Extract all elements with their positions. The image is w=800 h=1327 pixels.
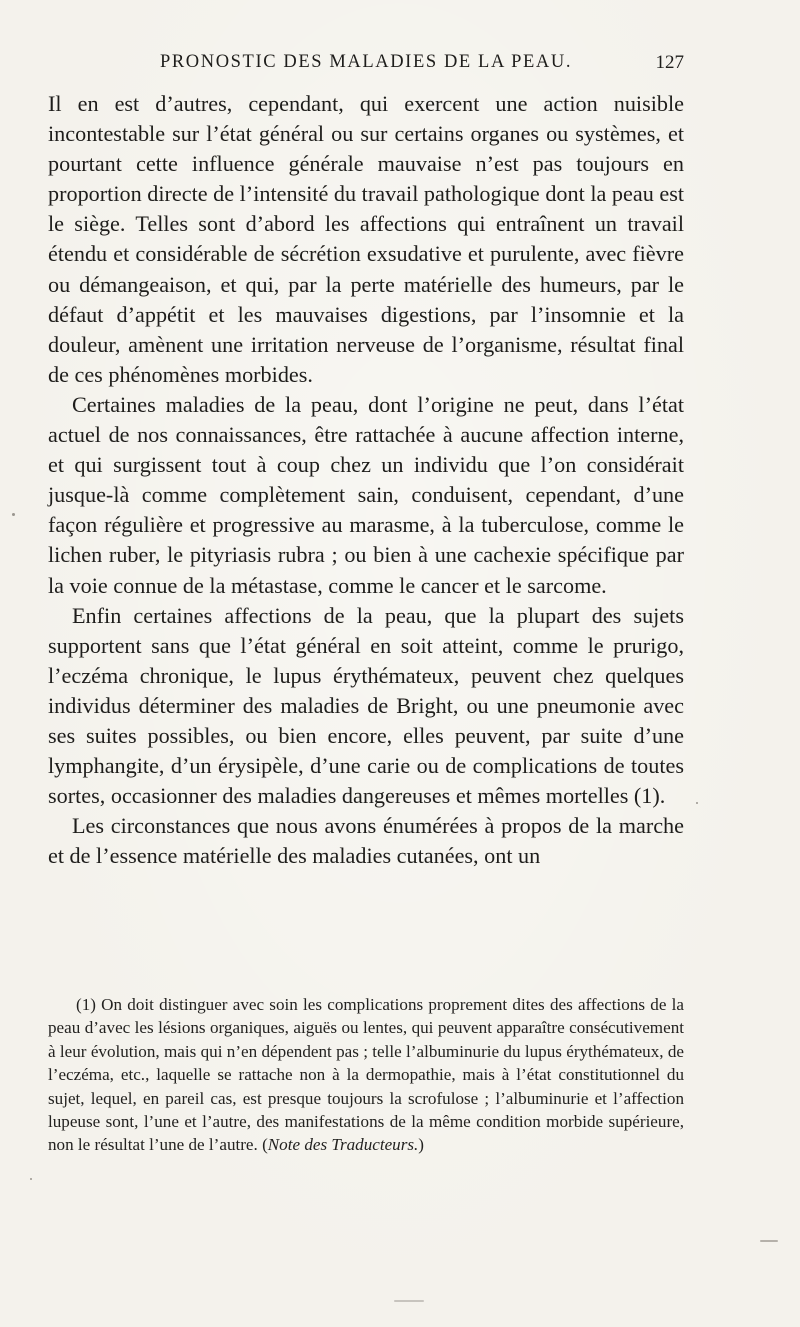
paragraph-4: Les circonstances que nous avons énumérées à propos de la marche et de l’essence matérielle des maladies cutanées, ont un: [48, 813, 684, 869]
paper-speck: [696, 802, 698, 804]
paper-speck: [760, 1240, 778, 1242]
footnote-closing: ): [418, 1135, 424, 1155]
running-title: PRONOSTIC DES MALADIES DE LA PEAU.: [159, 52, 573, 72]
paper-speck: [12, 513, 15, 516]
paragraph-2: Certaines maladies de la peau, dont l’origine ne peut, dans l’état actuel de nos connaissances, être rattachée à aucune affection interne, et qui surgissent tout à coup chez un individu que l’on considérait jusque-là comme complètement sain, conduisent, cependant, d’une façon régulière et progressive au marasme, à la tuberculose, comme le lichen ruber, le pityriasis rubra ; ou bien à une cachexie spécifique par la voie connue de la métastase, comme le cancer et le sarcome.: [48, 391, 684, 598]
footnote: [48, 993, 684, 1157]
body-text: [48, 89, 684, 871]
footnote-text: (1) On doit distinguer avec soin les complications proprement dites des affections de la peau d’avec les lésions organiques, aiguës ou lentes, qui peuvent apparaître consécutivement à leur évolution, mais qui n’en dépendent pas ; telle l’albuminurie du lupus érythémateux, de l’eczéma, etc., laquelle se rattache non à la dermopathie, mais à l’état constitutionnel du sujet, lequel, en pareil cas, est presque toujours la scrofulose ; l’albuminurie et l’affection lupeuse sont, l’une et l’autre, des manifestations de la même condition morbide supérieure, non le résultat l’une de l’autre. (: [48, 995, 684, 1155]
paragraph-1: Il en est d’autres, cependant, qui exercent une action nuisible incontestable sur l’état général ou sur certains organes ou systèmes, et pourtant cette influence générale mauvaise n’est pas toujours en proportion directe de l’intensité du travail pathologique dont la peau est le siège. Telles sont d’abord les affections qui entraînent un travail étendu et considérable de sécrétion exsudative et purulente, avec fièvre ou démangeaison, et qui, par la perte matérielle des humeurs, par le défaut d’appétit et les mauvaises digestions, par l’insomnie et la douleur, amènent une irritation nerveuse de l’organisme, résultat final de ces phénomènes morbides.: [48, 91, 684, 387]
paragraph-3: Enfin certaines affections de la peau, que la plupart des sujets supportent sans que l’état général en soit atteint, comme le prurigo, l’eczéma chronique, le lupus érythémateux, peuvent chez quelques individus déterminer des maladies de Bright, ou une pneumonie avec ses suites possibles, ou bien encore, elles peuvent, par suite d’une lymphangite, d’un érysipèle, d’une carie ou de complications de toutes sortes, occasionner des maladies dangereuses et mêmes mortelles (1).: [48, 602, 684, 809]
paper-speck: [30, 1178, 32, 1180]
paper-speck: [394, 1300, 424, 1302]
page-number: 127: [655, 52, 684, 73]
footnote-note-label: Note des Traducteurs.: [267, 1135, 419, 1155]
running-header: [48, 52, 684, 76]
